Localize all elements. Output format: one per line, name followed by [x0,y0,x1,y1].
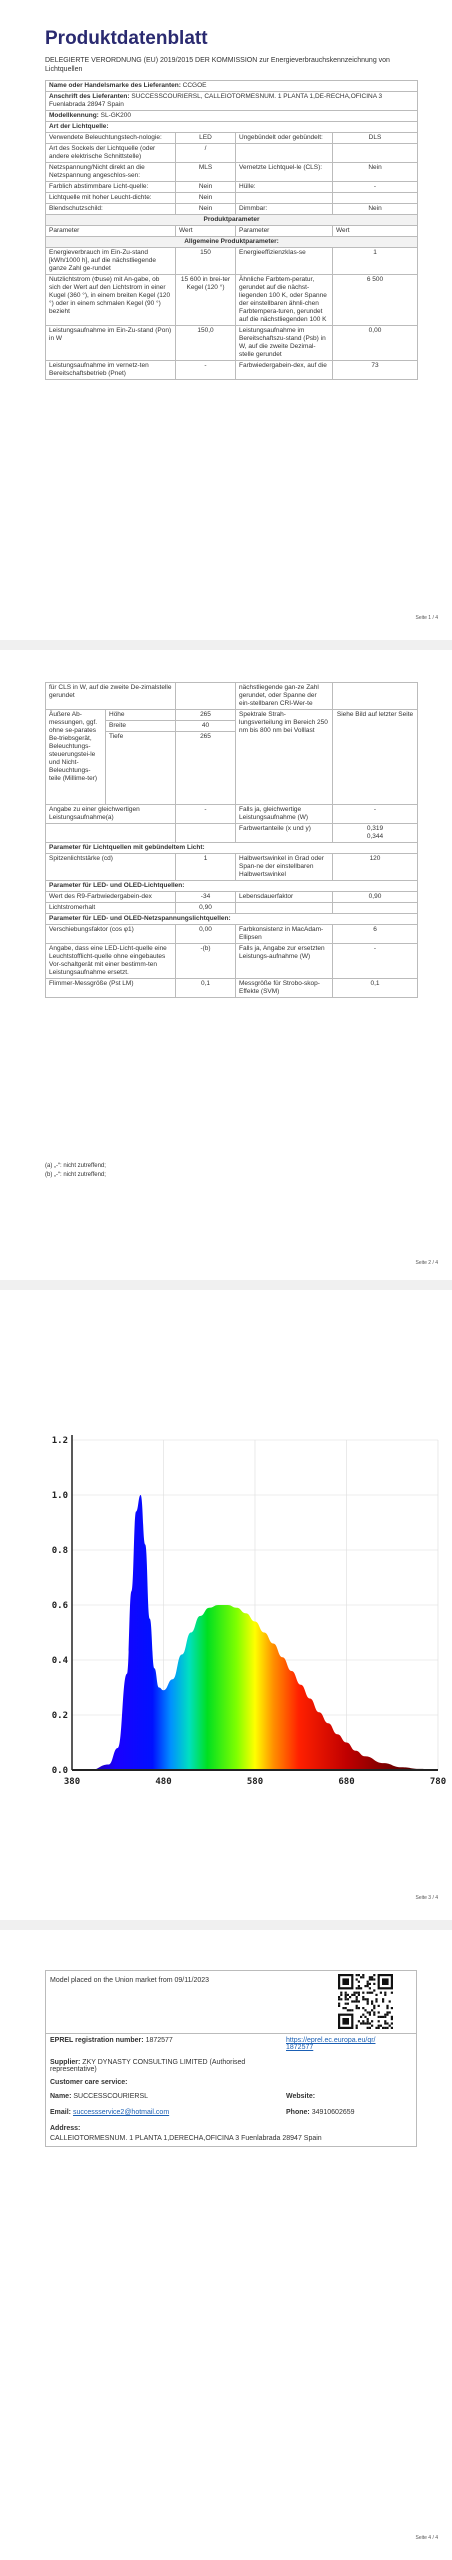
table-cell: Leistungsaufnahme im Bereitschaftszu-stand (Psb) in W, auf die zweite Dezimal-stelle gerundet [236,326,333,361]
table-row [46,133,418,144]
column-header-row: Parameter Wert Parameter Wert [46,226,418,237]
table-cell: -34 [176,892,236,903]
table-cell: Vernetzte Lichtquel-le (CLS): [236,163,333,182]
page-number: Seite 1 / 4 [415,615,438,621]
table-cell: Nein [176,193,236,204]
x-tick-labels [64,1777,446,1787]
table-cell: Energieverbrauch im Ein-Zu-stand [kWh/1000 h], auf die nächstliegende ganze Zahl ge-rundet [46,248,176,275]
table-cell: 120 [333,854,418,881]
table-cell: Lebensdauerfaktor [236,892,333,903]
table-cell: für CLS in W, auf die zweite De-zimalstelle gerundet [46,683,176,710]
x-tick-label: 380 [63,1777,81,1787]
table-cell: - [333,944,418,979]
x-tick-label: 680 [338,1777,355,1787]
page-separator [0,1280,452,1290]
dimension-row: Äußere Ab-messungen, ggf. ohne se-parates Be-triebsgerät, Beleuchtungs-steuerungstei-le und Nicht-Beleuchtungs-teile (Millime-ter) Höhe 265 Spektrale Strah-lungsverteilung im Bereich 250 nm bis 800 nm bei Volllast Siehe Bild auf letzter Seite [46,710,418,721]
table-row [46,854,418,881]
x-tick-label: 780 [429,1777,447,1787]
table-cell [46,824,176,843]
regulation-subtitle: DELEGIERTE VERORDNUNG (EU) 2019/2015 DER KOMMISSION zur Energieverbrauchskennzeichnung von Lichtquellen [45,57,390,73]
y-tick-labels [52,1436,69,1776]
mains-rows [46,925,418,998]
table-cell: Farblich abstimmbare Licht-quelle: [46,182,176,193]
y-tick-label: 0.6 [51,1601,68,1611]
table-row [46,824,418,843]
table-cell: MLS [176,163,236,182]
table-cell: Angabe zu einer gleichwertigen Leistungsaufnahme(a) [46,805,176,824]
table-cell: 0,00 [333,326,418,361]
table-row [46,182,418,193]
table-cell: Verwendete Beleuchtungstech-nologie: [46,133,176,144]
table-cell: Falls ja, Angabe zur ersetzten Leistungs-aufnahme (W) [236,944,333,979]
table-cell: 150 [176,248,236,275]
table-cell: 150,0 [176,326,236,361]
table-row [46,925,418,944]
table-row [46,326,418,361]
table-cell: 1 [176,854,236,881]
eprel-number-row: EPREL registration number: 1872577 [50,2037,173,2044]
table-cell: 0,00 [176,925,236,944]
supplier-name-row: Name oder Handelsmarke des Lieferanten: CCGOE [46,81,418,92]
name-row: Name: SUCCESSCOURIERSL [50,2093,149,2100]
page-1 [0,0,452,640]
table-cell: 1 [333,248,418,275]
table-cell: nächstliegende gan-ze Zahl gerundet, oder Spanne der ein-stellbaren CRI-Wer-te [236,683,333,710]
table-cell [176,683,236,710]
mains-header: Parameter für LED- und OLED-Netzspannungslichtquellen: [46,914,418,925]
page-title: Produktdatenblatt [45,28,208,49]
spectrum-chart [0,1290,452,1920]
type-header: Art der Lichtquelle: [46,122,418,133]
table-cell: Leistungsaufnahme im vernetz-ten Bereitschaftsbetrieb (Pnet) [46,361,176,380]
table-cell: 6 [333,925,418,944]
table-cell [236,193,333,204]
general-header: Allgemeine Produktparameter: [46,237,418,248]
table-cell: - [333,805,418,824]
table-cell: DLS [333,133,418,144]
y-tick-label: 1.0 [51,1491,68,1501]
table-row [46,805,418,824]
email-row: Email: successservice2@hotmail.com [50,2109,170,2116]
x-tick-label: 580 [246,1777,264,1787]
supplier-address-row: Anschrift des Lieferanten: SUCCESSCOURIERSL, CALLEIOTORMESNUM. 1 PLANTA 1,DE-RECHA,OFICINA 3 Fuenlabrada 28947 Spain [46,92,418,111]
table-cell: Nein [176,182,236,193]
table-cell: Nein [333,163,418,182]
continuation-rows [46,683,418,710]
datasheet-table-1 [45,80,418,380]
y-tick-label: 0.8 [51,1546,68,1556]
page-number: Seite 4 / 4 [415,2535,438,2541]
table-row [46,248,418,275]
table-row [46,275,418,326]
table-cell: Wert des R9-Farbwiedergabein-dex [46,892,176,903]
table-cell [176,824,236,843]
table-cell: - [333,182,418,193]
qr-code-icon [338,1974,393,2029]
table-cell: 0,1 [333,979,418,998]
footnotes: (a) „-“: nicht zutreffend; (b) „-“: nicht zutreffend; [45,1163,106,1178]
y-tick-label: 0.2 [51,1711,68,1721]
table-row [46,903,418,914]
table-cell: Dimmbar: [236,204,333,215]
table-cell [333,903,418,914]
table-cell: Angabe, dass eine LED-Licht-quelle eine Leuchtstofflicht-quelle ohne eingebautes Vor-schaltgerät mit einer bestimm-ten Leistungsaufnahme ersetzt. [46,944,176,979]
table-cell: LED [176,133,236,144]
directional-rows [46,854,418,881]
table-cell: Ungebündelt oder gebündelt: [236,133,333,144]
phone-row: Phone: 34910602659 [286,2109,355,2116]
table-cell [236,903,333,914]
table-cell: Nutzlichtstrom (Φuse) mit An-gabe, ob sich der Wert auf den Lichtstrom in einer Kugel (360 °), in einem breiten Kegel (120 °) oder in einem schmalen Kegel (90 °) bezieht [46,275,176,326]
table-cell [333,193,418,204]
email-link[interactable]: successservice2@hotmail.com [72,2109,170,2116]
table-row [46,204,418,215]
table-row [46,193,418,204]
led-rows [46,892,418,914]
y-tick-label: 0.0 [51,1766,68,1776]
website-label: Website: [286,2093,316,2100]
param-header: Produktparameter [46,215,418,226]
supplier-row: Supplier: ZKY DYNASTY CONSULTING LIMITED (Authorised representative) [50,2059,246,2073]
table-cell: Falls ja, gleichwertige Leistungsaufnahme (W) [236,805,333,824]
table-row [46,361,418,380]
table-row [46,163,418,182]
table-cell: Farbkonsistenz in MacAdam-Ellipsen [236,925,333,944]
page-2 [0,650,452,1280]
table-cell: Leistungsaufnahme im Ein-Zu-stand (Pon) in W [46,326,176,361]
table-cell: 0,90 [333,892,418,903]
table-row [46,892,418,903]
table-cell: Nein [333,204,418,215]
type-rows [46,133,418,215]
table-cell: Flimmer-Messgröße (Pst LM) [46,979,176,998]
table-cell: Blendschutzschild: [46,204,176,215]
table-cell: Art des Sockels der Lichtquelle (oder andere elektrische Schnittstelle) [46,144,176,163]
table-cell: Verschiebungsfaktor (cos φ1) [46,925,176,944]
address-value: CALLEIOTORMESNUM. 1 PLANTA 1,DERECHA,OFICINA 3 Fuenlabrada 28947 Spain [50,2135,322,2142]
table-cell: 0,1 [176,979,236,998]
table-cell [333,144,418,163]
page-4 [0,1930,452,2560]
table-row [46,683,418,710]
led-header: Parameter für LED- und OLED-Lichtquellen: [46,881,418,892]
table-cell: Farbwertanteile (x und y) [236,824,333,843]
page-number: Seite 3 / 4 [415,1895,438,1901]
table-row [46,944,418,979]
table-cell: - [176,361,236,380]
table-cell: Energieeffizienzklas-se [236,248,333,275]
table-cell: 15 600 in brei-ter Kegel (120 °) [176,275,236,326]
page-number: Seite 2 / 4 [415,1260,438,1266]
table-cell: / [176,144,236,163]
table-cell [333,683,418,710]
model-row: Modellkennung: SL-GK200 [46,111,418,122]
eprel-info-box [45,1970,417,2147]
table-cell: -(b) [176,944,236,979]
table-cell: Lichtstromerhalt [46,903,176,914]
table-cell: - [176,805,236,824]
general-rows [46,248,418,380]
table-cell: Nein [176,204,236,215]
table-cell: Netzspannung/Nicht direkt an die Netzspannung angeschlos-sen: [46,163,176,182]
y-tick-label: 0.4 [51,1656,68,1666]
table-cell: 73 [333,361,418,380]
placed-on-market: Model placed on the Union market from 09/11/2023 [50,1977,210,1984]
page-separator [0,1920,452,1930]
table-cell: Ähnliche Farbtem-peratur, gerundet auf die nächst-liegenden 100 K, oder Spanne der einstellbaren ähnli-chen Farbtempera-turen, gerundet auf die nächstliegenden 100 K [236,275,333,326]
table-row [46,979,418,998]
x-tick-label: 480 [155,1777,172,1787]
qr-code [338,1974,393,2029]
table-cell: 0,90 [176,903,236,914]
table-cell: Farbwiedergabein-dex, auf die [236,361,333,380]
datasheet-table-2: für CLS in W, auf die zweite De-zimalstelle gerundet nächstliegende gan-ze Zahl gerundet, oder Spanne der ein-stellbaren CRI-Wer-te Äußere Ab-messungen, ggf. ohne se-parates Be-triebsgerät, Beleuchtungs-steuerungstei-le und Nicht-Beleuchtungs-teile (Millime-ter) Höhe 265 Spektrale Strah-lungsverteilung im Bereich 250 nm bis 800 nm bei Volllast Siehe Bild auf letzter Seite Breite 40 Tiefe 265 Angabe zu einer gleichwertigen Leistungsaufnahme(a) - Falls ja, gleichwertige Leistungsaufnahme (W) - Farbwertanteile (x und y) 0,319 0,344 Parameter für Lichtquellen mit gebündeltem Licht: Spitzenlichtstärke (cd) 1 Halbwertswinkel in Grad oder Span-ne der einstellbaren Halbwertswinkel 120 Parameter für LED- und OLED-Lichtquellen: Wert des R9-Farbwiedergabein-dex -34 Lebensdauerfaktor 0,90 Lichtstromerhalt 0,90 Parameter für LED- und OLED-Netzspannungslichtquellen: Verschiebungsfaktor (cos φ1) 0,00 Farbkonsistenz in MacAdam-Ellipsen 6 Angabe, dass eine LED-Licht-quelle eine Leuchtstofflicht-quelle ohne eingebautes Vor-schaltgerät mit einer bestimm-ten Leistungsaufnahme ersetzt. -(b) Falls ja, Angabe zur ersetzten Leistungs-aufnahme (W) - Flimmer-Messgröße (Pst LM) 0,1 Messgröße für Strobo-skop-Effekte (SVM) 0,1 [45,682,418,998]
customer-service-label: Customer care service: [50,2079,128,2086]
table-cell [236,144,333,163]
address-label: Address: [50,2125,81,2132]
table-cell: Halbwertswinkel in Grad oder Span-ne der einstellbaren Halbwertswinkel [236,854,333,881]
eprel-link[interactable]: https://eprel.ec.europa.eu/qr/1872577 [286,2037,376,2051]
page-separator [0,640,452,650]
equivalence-rows [46,805,418,843]
directional-header: Parameter für Lichtquellen mit gebündeltem Licht: [46,843,418,854]
y-tick-label: 1.2 [51,1436,68,1446]
table-row [46,144,418,163]
table-cell: Messgröße für Strobo-skop-Effekte (SVM) [236,979,333,998]
table-cell: 6 500 [333,275,418,326]
table-cell: Spitzenlichtstärke (cd) [46,854,176,881]
table-cell: 0,319 0,344 [333,824,418,843]
table-cell: Hülle: [236,182,333,193]
table-cell: Lichtquelle mit hoher Leucht-dichte: [46,193,176,204]
